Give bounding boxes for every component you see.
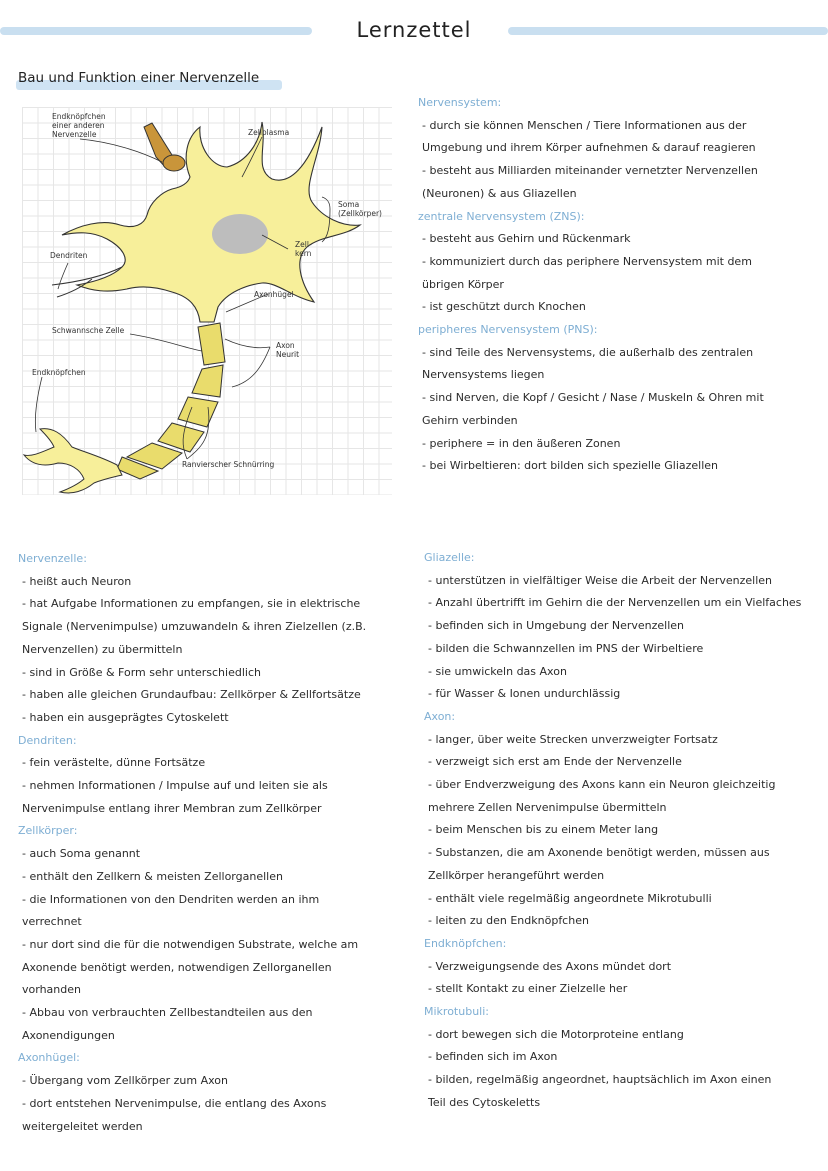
section-heading: Mikrotubuli: <box>424 1005 489 1019</box>
zellkern-label <box>295 240 312 258</box>
text-line: Axonende benötigt werden, notwendigen Zellorganellen <box>22 960 332 974</box>
text-line: - besteht aus Gehirn und Rückenmark <box>422 232 631 246</box>
text-line: - besteht aus Milliarden miteinander vernetzter Nervenzellen <box>422 164 758 178</box>
text-line: Axonendigungen <box>22 1028 115 1042</box>
text-line: - Substanzen, die am Axonende benötigt werden, müssen aus <box>428 846 770 860</box>
text-line: - Verzweigungsende des Axons mündet dort <box>428 959 672 973</box>
zellplasma-label: Zellplasma <box>248 128 290 137</box>
text-line: Nervenzellen) zu übermitteln <box>22 642 183 656</box>
page-title: Lernzettel <box>356 18 472 42</box>
svg-text:(Zellkörper): (Zellkörper) <box>338 209 382 218</box>
ranvierscher-label: Ranvierscher Schnürring <box>182 460 275 469</box>
text-line: - sind Teile des Nervensystems, die außerhalb des zentralen <box>422 345 754 359</box>
section-heading: Nervensystem: <box>418 96 502 109</box>
text-line: - nur dort sind die für die notwendigen Substrate, welche am <box>22 937 359 951</box>
text-line: Zellkörper herangeführt werden <box>428 868 605 882</box>
text-line: - dort bewegen sich die Motorproteine entlang <box>428 1027 684 1041</box>
text-line: Gehirn verbinden <box>422 413 518 427</box>
svg-text:Axon: Axon <box>276 341 295 350</box>
svg-text:Soma: Soma <box>338 200 360 209</box>
text-line: - haben ein ausgeprägtes Cytoskelett <box>22 710 229 724</box>
neuron-diagram <box>22 107 392 495</box>
svg-text:Neurit: Neurit <box>276 350 300 359</box>
soma-label <box>338 200 382 218</box>
text-line: - hat Aufgabe Informationen zu empfangen, sie in elektrische <box>22 597 361 611</box>
text-line: - stellt Kontakt zu einer Zielzelle her <box>428 982 628 996</box>
text-line: - ist geschützt durch Knochen <box>422 300 586 314</box>
text-line: Nervenimpulse entlang ihrer Membran zum Zellkörper <box>22 801 322 815</box>
text-line: - bei Wirbeltieren: dort bilden sich spezielle Gliazellen <box>422 459 719 473</box>
text-line: Signale (Nervenimpulse) umzuwandeln & ihren Zielzellen (z.B. <box>22 620 367 634</box>
text-line: - Abbau von verbrauchten Zellbestandteilen aus den <box>22 1006 313 1020</box>
text-line: - befinden sich in Umgebung der Nervenzellen <box>428 619 685 633</box>
text-line: - haben alle gleichen Grundaufbau: Zellkörper & Zellfortsätze <box>22 688 361 702</box>
text-line: weitergeleitet werden <box>22 1119 143 1133</box>
text-line: übrigen Körper <box>422 277 504 291</box>
section-heading: zentrale Nervensystem (ZNS): <box>418 209 585 223</box>
other-neuron-bouton <box>163 155 185 171</box>
text-line: - die Informationen von den Dendriten werden an ihm <box>22 892 320 906</box>
text-line: - heißt auch Neuron <box>22 574 132 588</box>
text-line: - für Wasser & Ionen undurchlässig <box>428 687 621 701</box>
section-heading: Dendriten: <box>18 733 77 747</box>
text-line: (Neuronen) & aus Gliazellen <box>422 186 577 200</box>
section-heading: Nervenzelle: <box>18 552 87 565</box>
text-line: - sie umwickeln das Axon <box>428 664 567 678</box>
text-line: vorhanden <box>22 983 81 997</box>
endknoepfchen-label: Endknöpfchen <box>32 368 86 377</box>
text-line: - Anzahl übertrifft im Gehirn die der Nervenzellen um ein Vielfaches <box>428 596 802 610</box>
text-line: - befinden sich im Axon <box>428 1050 558 1064</box>
text-line: verrechnet <box>22 915 82 929</box>
axon-terminal <box>24 429 122 493</box>
svg-text:Nervenzelle: Nervenzelle <box>52 130 97 139</box>
nucleus <box>212 214 268 254</box>
text-line: - Übergang vom Zellkörper zum Axon <box>22 1074 228 1088</box>
text-line: - nehmen Informationen / Impulse auf und leiten sie als <box>22 779 328 793</box>
text-line: - sind in Größe & Form sehr unterschiedlich <box>22 665 261 679</box>
svg-text:kern: kern <box>295 249 312 258</box>
neuron-illustration <box>22 107 392 495</box>
text-line: - auch Soma genannt <box>22 847 141 861</box>
schwannsche-zelle-label: Schwannsche Zelle <box>52 326 125 335</box>
section-heading: Gliazelle: <box>424 551 475 564</box>
text-line: Umgebung und ihrem Körper aufnehmen & darauf reagieren <box>422 141 756 155</box>
text-line: - fein verästelte, dünne Fortsätze <box>22 756 206 770</box>
text-line: Nervensystems liegen <box>422 368 545 382</box>
section-heading: peripheres Nervensystem (PNS): <box>418 323 598 337</box>
endknoepfchen-other-label <box>52 112 106 139</box>
text-line: - kommuniziert durch das periphere Nervensystem mit dem <box>422 254 752 268</box>
section-heading: Endknöpfchen: <box>424 936 507 950</box>
text-line: - beim Menschen bis zu einem Meter lang <box>428 823 659 837</box>
text-line: - sind Nerven, die Kopf / Gesicht / Nase / Muskeln & Ohren mit <box>422 391 764 405</box>
text-line: - durch sie können Menschen / Tiere Informationen aus der <box>422 118 747 132</box>
section-heading: Axonhügel: <box>18 1051 80 1065</box>
dendriten-label: Dendriten <box>50 251 88 260</box>
section-title: Bau und Funktion einer Nervenzelle <box>18 70 260 86</box>
nervensystem-column <box>418 92 764 478</box>
gliazelle-column <box>424 547 801 1115</box>
text-line: - dort entstehen Nervenimpulse, die entlang des Axons <box>22 1096 327 1110</box>
axonhuegel-label: Axonhügel <box>254 290 294 299</box>
text-line: - leiten zu den Endknöpfchen <box>428 914 589 928</box>
text-line: - verzweigt sich erst am Ende der Nervenzelle <box>428 755 682 769</box>
text-line: - langer, über weite Strecken unverzweigter Fortsatz <box>428 732 718 746</box>
text-line: - enthält den Zellkern & meisten Zellorganellen <box>22 869 283 883</box>
myelin-sheath <box>117 323 225 479</box>
section-heading: Axon: <box>424 709 456 723</box>
text-line: mehrere Zellen Nervenimpulse übermitteln <box>428 800 667 814</box>
svg-text:Endknöpfchen: Endknöpfchen <box>52 112 106 121</box>
text-line: - unterstützen in vielfältiger Weise die Arbeit der Nervenzellen <box>428 573 773 587</box>
cell-body <box>62 122 360 322</box>
svg-text:einer anderen: einer anderen <box>52 121 105 130</box>
section-heading: Zellkörper: <box>18 824 78 838</box>
text-line: - enthält viele regelmäßig angeordnete Mikrotubulli <box>428 891 712 905</box>
nervenzelle-column <box>18 548 366 1138</box>
text-line: - über Endverzweigung des Axons kann ein Neuron gleichzeitig <box>428 778 776 792</box>
axon-label <box>276 341 299 359</box>
text-line: - bilden die Schwannzellen im PNS der Wirbeltiere <box>428 641 704 655</box>
text-line: - periphere = in den äußeren Zonen <box>422 436 621 450</box>
svg-text:Zell-: Zell- <box>295 240 312 249</box>
text-line: Teil des Cytoskeletts <box>428 1095 541 1109</box>
text-line: - bilden, regelmäßig angeordnet, hauptsächlich im Axon einen <box>428 1073 772 1087</box>
